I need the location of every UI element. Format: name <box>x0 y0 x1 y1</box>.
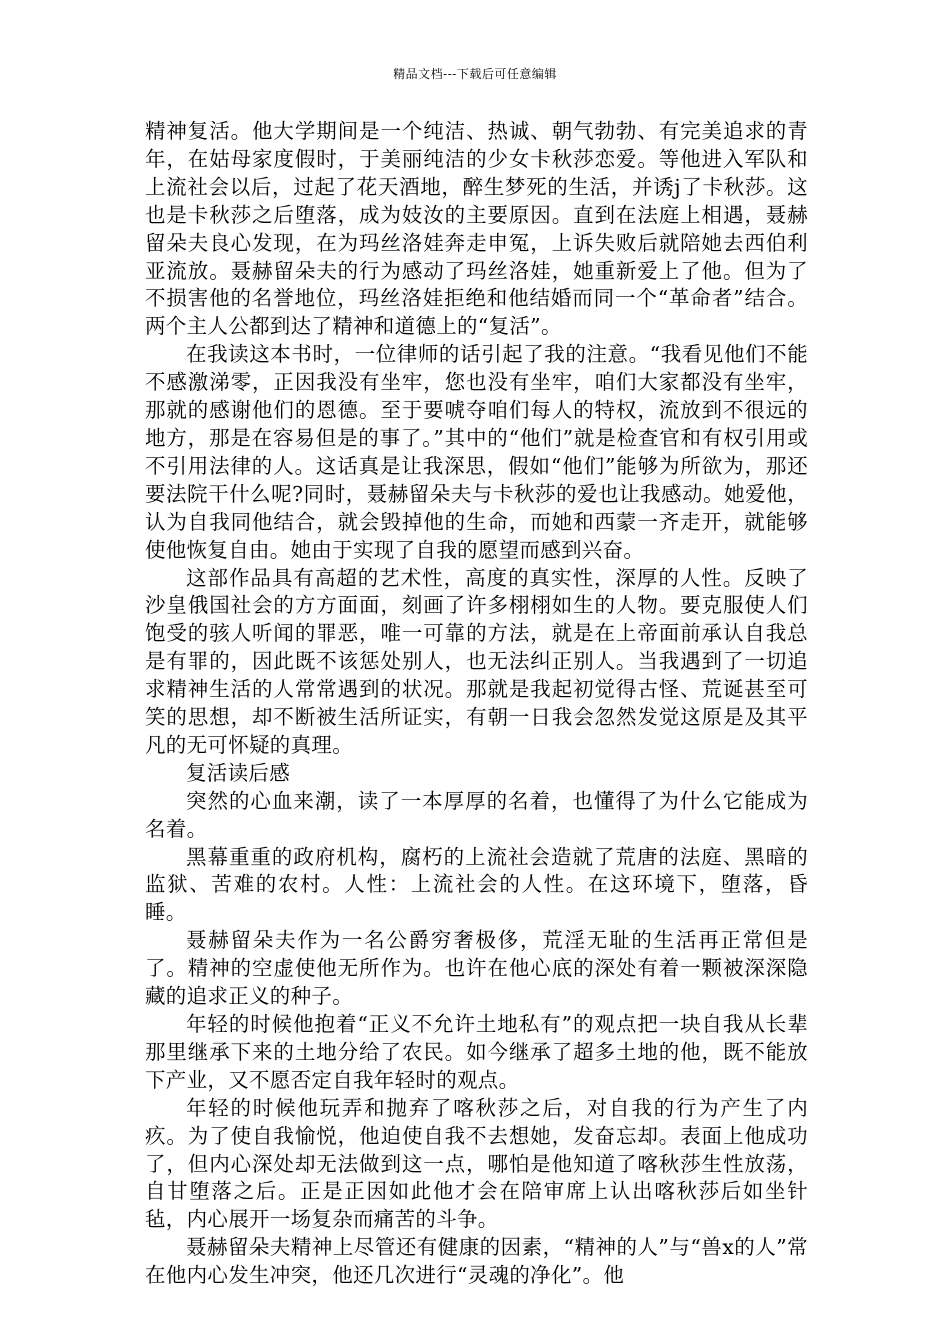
document-body <box>145 118 808 1290</box>
paragraph-6: 黑幕重重的政府机构，腐朽的上流社会造就了荒唐的法庭、黑暗的监狱、苦难的农村。人性：上流社会的人性。在这环境下，堕落，昏睡。 <box>145 844 808 925</box>
paragraph-1: 精神复活。他大学期间是一个纯洁、热诚、朝气勃勃、有完美追求的青年，在姑母家度假时，于美丽纯洁的少女卡秋莎恋爱。等他进入军队和上流社会以后，过起了花天酒地，醉生梦死的生活，并诱j了卡秋莎。这也是卡秋莎之后堕落，成为妓汝的主要原因。直到在法庭上相遇，聂赫留朵夫良心发现，在为玛丝洛娃奔走申冤，上诉失败后就陪她去西伯利亚流放。聂赫留朵夫的行为感动了玛丝洛娃，她重新爱上了他。但为了不损害他的名誉地位，玛丝洛娃拒绝和他结婚而同一个“革命者”结合。两个主人公都到达了精神和道德上的“复活”。 <box>145 119 808 339</box>
paragraph-9: 年轻的时候他玩弄和抛弃了喀秋莎之后，对自我的行为产生了内疚。为了使自我愉悦，他迫使自我不去想她，发奋忘却。表面上他成功了，但内心深处却无法做到这一点，哪怕是他知道了喀秋莎生性放荡，自甘堕落之后。正是正因如此他才会在陪审席上认出喀秋莎后如坐针毡，内心展开一场复杂而痛苦的斗争。 <box>145 1095 808 1232</box>
paragraph-8: 年轻的时候他抱着“正义不允许土地私有”的观点把一块自我从长辈那里继承下来的土地分给了农民。如今继承了超多土地的他，既不能放下产业，又不愿否定自我年轻时的观点。 <box>145 1012 808 1092</box>
paragraph-10: 聂赫留朵夫精神上尽管还有健康的因素，“精神的人”与“兽x的人”常在他内心发生冲突，他还几次进行“灵魂的净化”。他 <box>145 1235 808 1288</box>
paragraph-7: 聂赫留朵夫作为一名公爵穷奢极侈，荒淫无耻的生活再正常但是了。精神的空虚使他无所作为。也许在他心底的深处有着一颗被深深隐藏的追求正义的种子。 <box>145 928 808 1009</box>
section-title: 复活读后感 <box>186 760 290 785</box>
paragraph-2: 在我读这本书时，一位律师的话引起了我的注意。“我看见他们不能不感激涕零，正因我没有坐牢，您也没有坐牢，咱们大家都没有坐牢，那就的感谢他们的恩德。至于要唬夺咱们每人的特权，流放到不很远的地方，那是在容易但是的事了。”其中的“他们”就是检查官和有权引用或不引用法律的人。这话真是让我深思，假如“他们”能够为所欲为，那还要法院干什么呢?同时，聂赫留朵夫与卡秋莎的爱也让我感动。她爱他，认为自我同他结合，就会毁掉他的生命，而她和西蒙一齐走开，就能够使他恢复自由。她由于实现了自我的愿望而感到兴奋。 <box>145 342 808 562</box>
paragraph-5: 突然的心血来潮，读了一本厚厚的名着，也懂得了为什么它能成为名着。 <box>145 788 808 841</box>
paragraph-3: 这部作品具有高超的艺术性，高度的真实性，深厚的人性。反映了沙皇俄国社会的方方面面，刻画了许多栩栩如生的人物。要克服使人们饱受的骇人听闻的罪恶，唯一可靠的方法，就是在上帝面前承认自我总是有罪的，因此既不该惩处别人，也无法纠正别人。当我遇到了一切追求精神生活的人常常遇到的状况。那就是我起初觉得古怪、荒诞甚至可笑的思想，却不断被生活所证实，有朝一日我会忽然发觉这原是及其平凡的无可怀疑的真理。 <box>145 565 808 757</box>
page-header: 精品文档---下载后可任意编辑 <box>393 67 557 81</box>
